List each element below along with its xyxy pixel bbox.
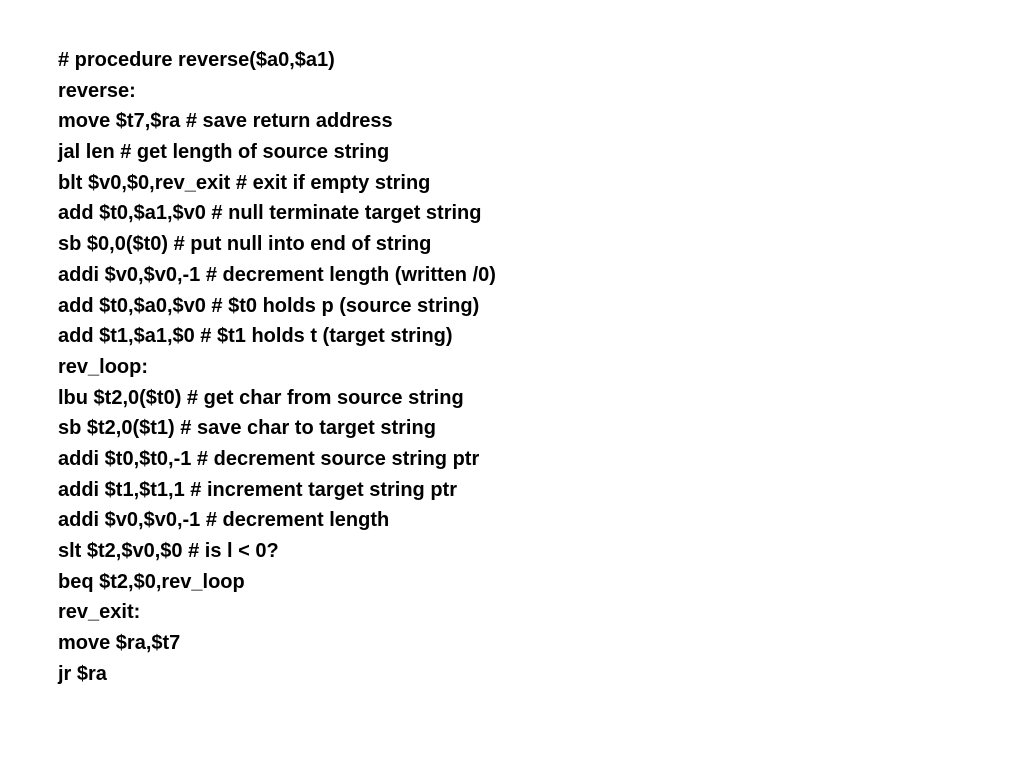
code-line-rev-loop-label: rev_loop:	[58, 355, 149, 378]
code-line-procedure-comment: # procedure reverse($a0,$a1)	[58, 49, 335, 71]
code-line: addi $t0,$t0,-1 # decrement source string ptr	[58, 447, 480, 470]
code-listing	[58, 45, 998, 689]
code-line: sb $0,0($t0) # put null into end of string	[58, 233, 432, 256]
code-line: lbu $t2,0($t0) # get char from source string	[58, 386, 464, 409]
code-line: jr $ra	[58, 662, 107, 685]
code-line: add $t0,$a1,$v0 # null terminate target string	[58, 202, 482, 225]
code-line: add $t0,$a0,$v0 # $t0 holds p (source string)	[58, 294, 480, 317]
code-line: sb $t2,0($t1) # save char to target string	[58, 417, 436, 440]
code-line: addi $t1,$t1,1 # increment target string ptr	[58, 478, 457, 501]
code-line: beq $t2,$0,rev_loop	[58, 570, 245, 593]
code-line-reverse-label: reverse:	[58, 79, 136, 102]
code-line-rev-exit-label: rev_exit:	[58, 601, 141, 624]
code-line: jal len # get length of source string	[58, 141, 390, 164]
code-line: move $t7,$ra # save return address	[58, 110, 393, 133]
code-line: add $t1,$a1,$0 # $t1 holds t (target string)	[58, 325, 453, 348]
code-line: addi $v0,$v0,-1 # decrement length (written /0)	[58, 263, 496, 286]
code-line: slt $t2,$v0,$0 # is l < 0?	[58, 540, 279, 562]
code-line: blt $v0,$0,rev_exit # exit if empty string	[58, 171, 431, 194]
code-line: addi $v0,$v0,-1 # decrement length	[58, 509, 390, 532]
code-line: move $ra,$t7	[58, 632, 181, 655]
